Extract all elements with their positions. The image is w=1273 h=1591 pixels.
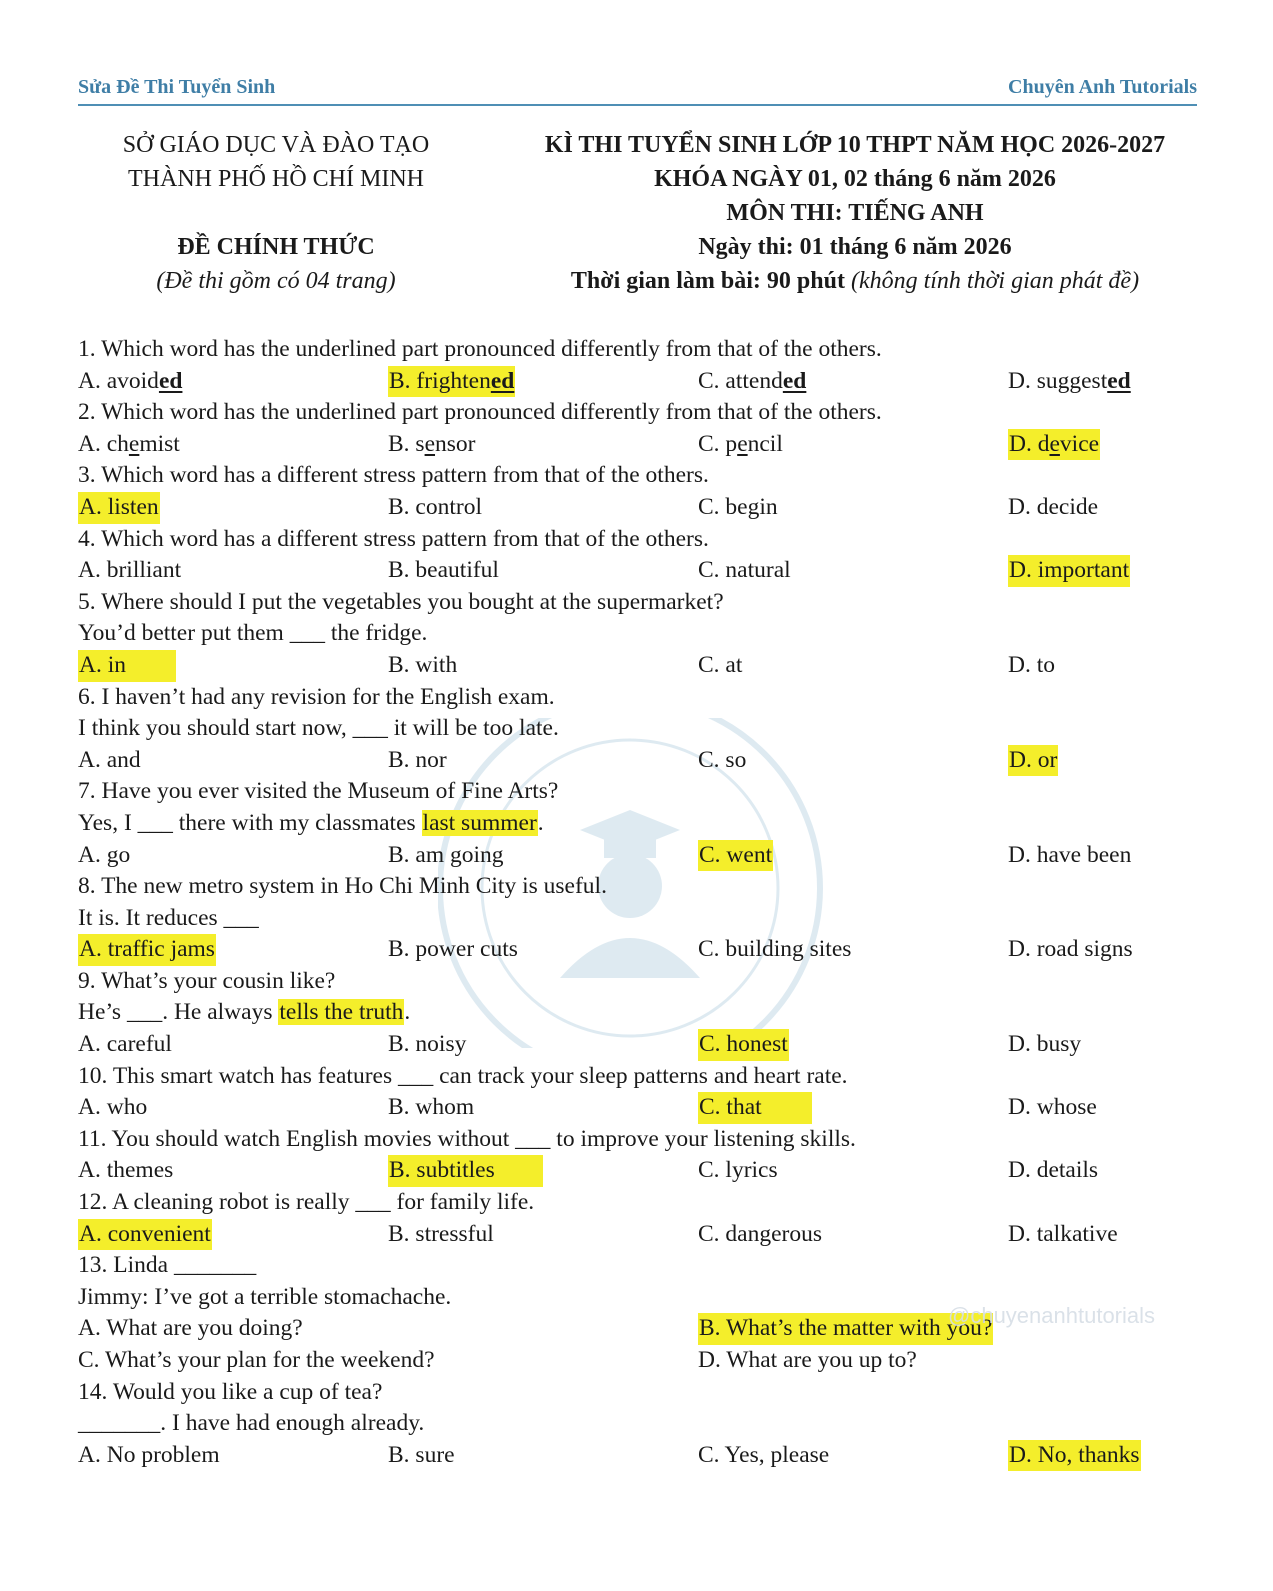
answer-option[interactable]: A. chemist bbox=[78, 430, 180, 457]
answer-option-highlighted[interactable]: B. What’s the matter with you? bbox=[698, 1313, 993, 1345]
question-reply: It is. It reduces ___ bbox=[78, 904, 259, 931]
question-reply: I think you should start now, ___ it will be too late. bbox=[78, 715, 559, 742]
running-header-left: Sửa Đề Thi Tuyển Sinh bbox=[78, 76, 276, 98]
question-reply: You’d better put them ___ the fridge. bbox=[78, 620, 428, 647]
answer-option[interactable]: C. What’s your plan for the weekend? bbox=[78, 1347, 435, 1373]
answer-option[interactable]: A. go bbox=[78, 841, 131, 868]
answer-row bbox=[78, 429, 1198, 461]
answer-option[interactable]: D. What are you up to? bbox=[698, 1347, 917, 1373]
question-stem: 9. What’s your cousin like? bbox=[78, 967, 336, 994]
question-reply: Yes, I ___ there with my classmates last summer. bbox=[78, 809, 544, 836]
running-header-right: Chuyên Anh Tutorials bbox=[1008, 76, 1197, 98]
answer-option[interactable]: C. lyrics bbox=[698, 1157, 778, 1184]
answer-row bbox=[78, 492, 1198, 524]
answer-row bbox=[78, 934, 1198, 966]
answer-option[interactable]: C. natural bbox=[698, 557, 791, 584]
answer-option[interactable]: B. sure bbox=[388, 1441, 455, 1468]
answer-option[interactable]: D. road signs bbox=[1008, 936, 1133, 963]
question-list bbox=[78, 334, 1198, 1471]
city-name: THÀNH PHỐ HỒ CHÍ MINH bbox=[128, 166, 424, 192]
answer-option-highlighted[interactable]: A. listen bbox=[78, 492, 160, 524]
exam-duration: Thời gian làm bài: 90 phút (không tính thời gian phát đề) bbox=[570, 268, 1140, 294]
question-reply: He’s ___. He always tells the truth. bbox=[78, 999, 411, 1026]
answer-option[interactable]: A. themes bbox=[78, 1157, 174, 1184]
watermark-handle: @chuyenanhtutorials bbox=[948, 1303, 1156, 1328]
question-reply: Jimmy: I’ve got a terrible stomachache. bbox=[78, 1283, 452, 1310]
answer-option-highlighted[interactable]: D. important bbox=[1008, 555, 1130, 587]
answer-row bbox=[78, 1155, 1198, 1187]
answer-option[interactable]: A. who bbox=[78, 1094, 148, 1121]
question-stem: 14. Would you like a cup of tea? bbox=[78, 1378, 383, 1405]
question-stem: 11. You should watch English movies without ___ to improve your listening skills. bbox=[78, 1125, 856, 1152]
answer-option-highlighted[interactable]: C. honest bbox=[698, 1029, 789, 1061]
answer-option[interactable]: A. careful bbox=[78, 1031, 172, 1058]
answer-option-highlighted[interactable]: A. traffic jams bbox=[78, 934, 216, 966]
answer-row bbox=[78, 745, 1198, 777]
answer-option[interactable]: C. begin bbox=[698, 493, 778, 520]
answer-option-highlighted[interactable]: C. went bbox=[698, 840, 773, 872]
answer-row bbox=[78, 1092, 1198, 1124]
answer-option-highlighted[interactable]: D. No, thanks bbox=[1008, 1440, 1141, 1472]
answer-option[interactable]: B. sensor bbox=[388, 430, 476, 457]
answer-option-highlighted[interactable]: B. frightened bbox=[388, 366, 515, 398]
answer-option[interactable]: B. nor bbox=[388, 746, 447, 773]
answer-option[interactable]: A. brilliant bbox=[78, 557, 182, 584]
answer-option[interactable]: B. control bbox=[388, 493, 482, 520]
answer-option[interactable]: C. building sites bbox=[698, 936, 852, 963]
answer-option[interactable]: D. talkative bbox=[1008, 1220, 1118, 1247]
answer-row bbox=[78, 1440, 1198, 1472]
question-stem: 6. I haven’t had any revision for the English exam. bbox=[78, 683, 555, 710]
question-stem: 12. A cleaning robot is really ___ for family life. bbox=[78, 1189, 535, 1216]
answer-option-highlighted[interactable]: C. that bbox=[698, 1092, 812, 1124]
question-stem: 1. Which word has the underlined part pronounced differently from that of the others. bbox=[78, 336, 882, 362]
answer-option[interactable]: C. at bbox=[698, 651, 743, 678]
question-stem: 13. Linda _______ bbox=[78, 1252, 257, 1279]
answer-option[interactable]: D. have been bbox=[1008, 841, 1132, 868]
answer-row bbox=[78, 1345, 1198, 1377]
question-stem: 3. Which word has a different stress pattern from that of the others. bbox=[78, 462, 709, 489]
exam-subject: MÔN THI: TIẾNG ANH bbox=[726, 200, 984, 226]
answer-row bbox=[78, 1029, 1198, 1061]
official-label: ĐỀ CHÍNH THỨC bbox=[177, 234, 375, 260]
answer-option-highlighted[interactable]: D. device bbox=[1008, 429, 1100, 461]
exam-title: KÌ THI TUYỂN SINH LỚP 10 THPT NĂM HỌC 2026-2027 bbox=[544, 132, 1166, 158]
exam-info-block bbox=[512, 128, 1198, 298]
question-stem: 8. The new metro system in Ho Chi Minh City is useful. bbox=[78, 873, 607, 900]
answer-option-highlighted[interactable]: D. or bbox=[1008, 745, 1058, 777]
answer-option[interactable]: B. noisy bbox=[388, 1031, 467, 1058]
question-stem: 7. Have you ever visited the Museum of Fine Arts? bbox=[78, 778, 559, 805]
answer-option[interactable]: A. avoided bbox=[78, 367, 183, 394]
answer-option[interactable]: D. decide bbox=[1008, 493, 1099, 520]
question-stem: 10. This smart watch has features ___ can track your sleep patterns and heart rate. bbox=[78, 1062, 848, 1089]
question-stem: 2. Which word has the underlined part pronounced differently from that of the others. bbox=[78, 399, 882, 426]
answer-option[interactable]: C. so bbox=[698, 746, 747, 773]
answer-row bbox=[78, 650, 1198, 682]
answer-option-highlighted[interactable]: A. convenient bbox=[78, 1219, 212, 1251]
answer-option[interactable]: A. and bbox=[78, 746, 141, 773]
page-count-note: (Đề thi gồm có 04 trang) bbox=[156, 268, 396, 294]
answer-option[interactable]: C. dangerous bbox=[698, 1220, 823, 1247]
question-stem: 5. Where should I put the vegetables you bought at the supermarket? bbox=[78, 588, 724, 615]
answer-option[interactable]: B. stressful bbox=[388, 1220, 494, 1247]
issuer-block bbox=[78, 128, 474, 298]
answer-option[interactable]: D. busy bbox=[1008, 1031, 1082, 1058]
running-header bbox=[78, 74, 1197, 106]
answer-option[interactable]: D. to bbox=[1008, 651, 1055, 678]
answer-option[interactable]: A. What are you doing? bbox=[78, 1315, 303, 1342]
answer-option[interactable]: D. suggested bbox=[1008, 367, 1131, 394]
department-name: SỞ GIÁO DỤC VÀ ĐÀO TẠO bbox=[122, 132, 430, 158]
answer-option[interactable]: B. with bbox=[388, 651, 458, 678]
question-stem: 4. Which word has a different stress pattern from that of the others. bbox=[78, 525, 709, 552]
answer-row bbox=[78, 840, 1198, 872]
answer-row bbox=[78, 366, 1198, 398]
answer-option[interactable]: B. whom bbox=[388, 1094, 475, 1121]
answer-option[interactable]: C. Yes, please bbox=[698, 1441, 830, 1468]
exam-session: KHÓA NGÀY 01, 02 tháng 6 năm 2026 bbox=[654, 166, 1056, 192]
answer-option[interactable]: C. pencil bbox=[698, 430, 783, 457]
answer-option-highlighted[interactable]: B. subtitles bbox=[388, 1155, 543, 1187]
question-reply: _______. I have had enough already. bbox=[78, 1410, 425, 1437]
answer-option[interactable]: D. details bbox=[1008, 1157, 1099, 1184]
answer-option-highlighted[interactable]: A. in bbox=[78, 650, 176, 682]
answer-row bbox=[78, 1219, 1198, 1251]
answer-option[interactable]: B. am going bbox=[388, 841, 504, 868]
exam-date: Ngày thi: 01 tháng 6 năm 2026 bbox=[698, 234, 1012, 260]
answer-option[interactable]: C. attended bbox=[698, 367, 807, 394]
answer-row bbox=[78, 555, 1198, 587]
answer-option[interactable]: D. whose bbox=[1008, 1094, 1097, 1121]
answer-option[interactable]: A. No problem bbox=[78, 1441, 220, 1468]
answer-option[interactable]: B. beautiful bbox=[388, 557, 499, 584]
answer-option[interactable]: B. power cuts bbox=[388, 936, 518, 963]
